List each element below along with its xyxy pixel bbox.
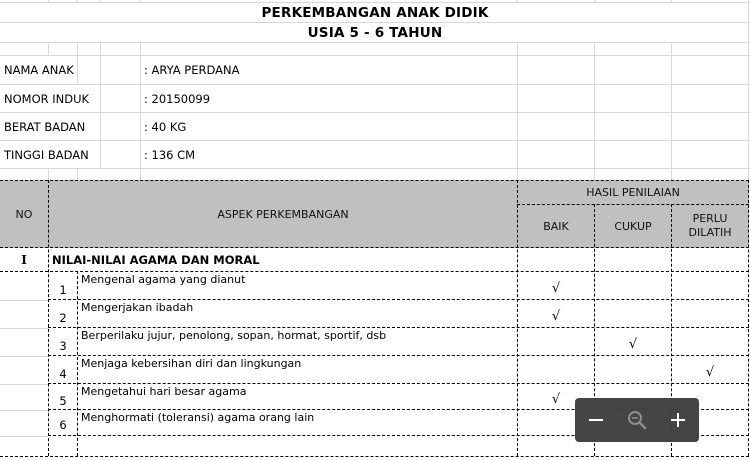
header-no: NO (15, 207, 33, 221)
check-perlu[interactable]: √ (705, 365, 715, 380)
check-baik[interactable] (518, 328, 594, 355)
document-subtitle: USIA 5 - 6 TAHUN (307, 24, 443, 41)
table-border (748, 180, 749, 456)
gridline (671, 42, 672, 180)
gridline (517, 0, 518, 2)
item-text: Berperilaku jujur, penolong, sopan, hormat, sportif, dsb (81, 329, 387, 342)
zoom-reset-button[interactable] (619, 402, 655, 438)
header-aspek: ASPEK PERKEMBANGAN (217, 207, 349, 221)
header-perlu-line2: DILATIH (688, 226, 732, 239)
item-number: 3 (59, 338, 67, 353)
magnifier-minus-icon (626, 409, 648, 431)
weight-value: : 40 KG (144, 119, 187, 134)
gridline (100, 42, 101, 168)
item-text: Menjaga kebersihan diri dan lingkungan (81, 357, 302, 370)
check-cukup[interactable] (595, 272, 671, 299)
table-border (0, 456, 749, 457)
check-baik[interactable] (518, 356, 594, 383)
document-title: PERKEMBANGAN ANAK DIDIK (261, 4, 489, 21)
gridline (0, 168, 750, 169)
check-perlu[interactable] (672, 300, 748, 327)
header-hasil-penilaian: HASIL PENILAIAN (586, 186, 680, 199)
item-number: 4 (59, 366, 67, 381)
gridline (48, 0, 49, 2)
plus-icon (670, 412, 686, 428)
gridline (0, 328, 48, 329)
gridline (77, 168, 78, 180)
gridline (140, 0, 141, 2)
check-baik[interactable]: √ (551, 281, 561, 296)
check-cukup[interactable] (595, 356, 671, 383)
item-number: 2 (59, 310, 67, 325)
gridline (48, 168, 49, 180)
student-name-value: : ARYA PERDANA (144, 63, 240, 77)
gridline (0, 356, 48, 357)
gridline (0, 300, 48, 301)
item-text: Menghormati (toleransi) agama orang lain (81, 411, 315, 424)
gridline (671, 0, 672, 2)
item-number: 5 (59, 393, 67, 408)
header-perlu-line1: PERLU (692, 212, 728, 225)
gridline (594, 42, 595, 180)
weight-label: BERAT BADAN (4, 119, 86, 134)
gridline (0, 384, 48, 385)
item-number: 1 (59, 282, 67, 297)
check-baik[interactable]: √ (551, 392, 561, 407)
header-cukup: CUKUP (614, 219, 652, 233)
check-cukup[interactable] (595, 300, 671, 327)
gridline (0, 436, 48, 437)
check-baik[interactable]: √ (551, 309, 561, 324)
gridline (517, 42, 518, 180)
item-number: 6 (59, 418, 67, 432)
gridline (100, 0, 101, 2)
student-id-value: : 20150099 (144, 91, 211, 106)
zoom-out-button[interactable] (578, 402, 614, 438)
header-perlu-dilatih (672, 205, 748, 247)
check-perlu[interactable] (672, 328, 748, 355)
item-text: Mengetahui hari besar agama (81, 385, 247, 398)
gridline (77, 0, 78, 2)
minus-icon (588, 412, 604, 428)
gridline (48, 42, 49, 55)
header-baik: BAIK (543, 219, 569, 233)
item-text: Mengenal agama yang dianut (81, 273, 246, 286)
item-text: Mengerjakan ibadah (81, 301, 194, 314)
section-title: NILAI-NILAI AGAMA DAN MORAL (52, 252, 260, 267)
zoom-in-button[interactable] (660, 402, 696, 438)
section-number: I (21, 252, 27, 267)
gridline (594, 0, 595, 2)
height-label: TINGGI BADAN (4, 147, 89, 162)
gridline (0, 410, 48, 411)
gridline (0, 42, 750, 43)
check-perlu[interactable] (672, 272, 748, 299)
height-value: : 136 CM (144, 147, 196, 162)
zoom-controls (575, 398, 699, 442)
student-name-label: NAMA ANAK (4, 63, 74, 77)
check-cukup[interactable]: √ (628, 337, 638, 352)
student-id-label: NOMOR INDUK (4, 91, 90, 106)
